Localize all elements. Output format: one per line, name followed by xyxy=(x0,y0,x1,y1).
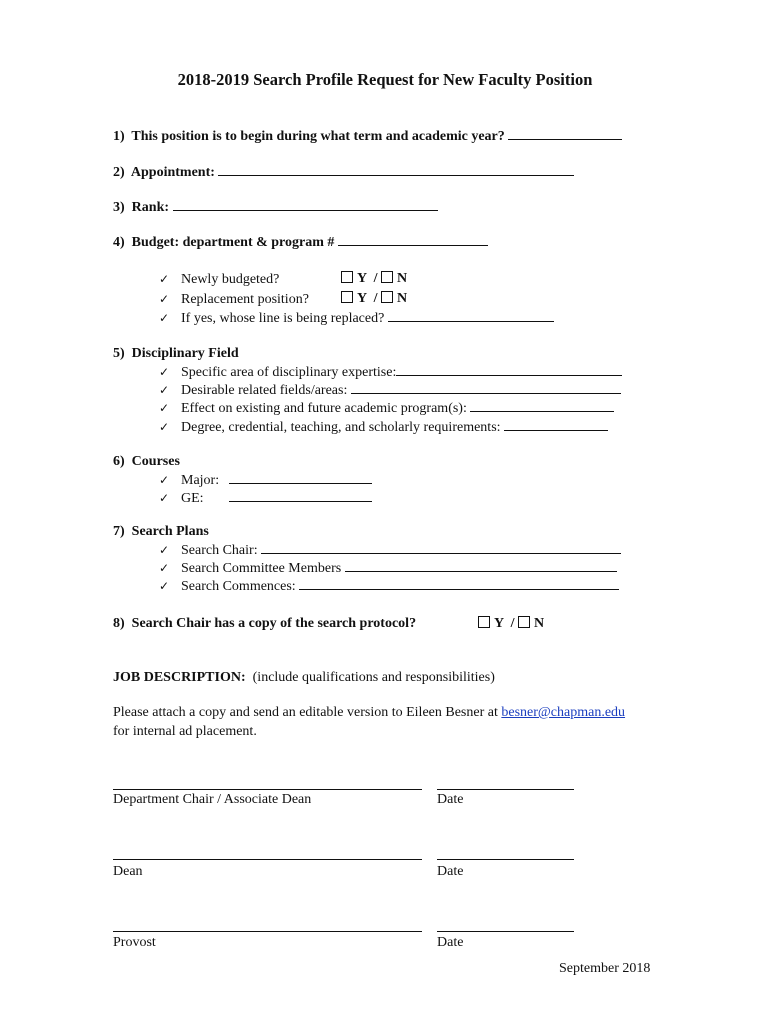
yes-label: Y xyxy=(357,291,367,306)
line-replaced-label: If yes, whose line is being replaced? xyxy=(181,311,385,326)
question-number: 6) xyxy=(113,454,125,469)
date-line[interactable] xyxy=(437,789,574,790)
signature-line[interactable] xyxy=(113,859,422,860)
question-6-label: Courses xyxy=(131,454,180,469)
question-number: 3) xyxy=(113,200,125,215)
requirements-field[interactable] xyxy=(504,418,608,431)
checkmark-icon: ✓ xyxy=(159,579,170,593)
signature-label: Dean xyxy=(113,864,143,879)
email-link[interactable]: besner@chapman.edu xyxy=(501,705,626,720)
question-2-label: Appointment: xyxy=(130,165,215,180)
job-description xyxy=(113,669,495,687)
attach-instructions xyxy=(113,704,625,722)
committee-members-field[interactable] xyxy=(345,559,617,572)
replacement-position-label: Replacement position? xyxy=(181,292,309,307)
major-label: Major: xyxy=(181,473,220,488)
question-7-label: Search Plans xyxy=(131,524,209,539)
job-description-note: (include qualifications and responsibilities) xyxy=(252,670,495,685)
separator: / xyxy=(373,271,378,286)
checkbox-icon[interactable] xyxy=(381,271,393,283)
search-commences-label: Search Commences: xyxy=(181,579,296,594)
list-item xyxy=(159,363,622,382)
checkmark-icon: ✓ xyxy=(159,311,170,325)
budget-program-field[interactable] xyxy=(338,233,488,246)
search-commences-field[interactable] xyxy=(299,577,619,590)
checkmark-icon: ✓ xyxy=(159,420,170,434)
checkbox-icon[interactable] xyxy=(341,271,353,283)
list-item xyxy=(159,541,621,560)
page-title: 2018-2019 Search Profile Request for New Faculty Position xyxy=(177,70,593,89)
no-label: N xyxy=(396,271,408,286)
question-1-label: This position is to begin during what term and academic year? xyxy=(131,129,505,144)
yes-label: Y xyxy=(357,271,367,286)
date-line[interactable] xyxy=(437,859,574,860)
list-item xyxy=(159,270,279,289)
separator: / xyxy=(373,291,378,306)
date-label: Date xyxy=(437,792,464,807)
date-label: Date xyxy=(437,935,464,950)
question-number: 2) xyxy=(113,165,125,180)
term-year-field[interactable] xyxy=(508,127,622,140)
signature-label: Department Chair / Associate Dean xyxy=(113,792,312,807)
question-number: 8) xyxy=(113,616,125,631)
date-label: Date xyxy=(437,864,464,879)
question-7 xyxy=(113,523,209,541)
checkmark-icon: ✓ xyxy=(159,365,170,379)
question-8 xyxy=(113,615,416,633)
attach-text: Please attach a copy and send an editable version to Eileen Besner at xyxy=(113,705,498,720)
committee-members-label: Search Committee Members xyxy=(181,561,342,576)
question-3 xyxy=(113,198,438,217)
list-item xyxy=(159,471,372,490)
newly-budgeted-label: Newly budgeted? xyxy=(181,272,280,287)
appointment-field[interactable] xyxy=(218,163,574,176)
checkbox-icon[interactable] xyxy=(341,291,353,303)
signature-line[interactable] xyxy=(113,931,422,932)
rank-field[interactable] xyxy=(173,198,438,211)
question-3-label: Rank: xyxy=(131,200,170,215)
search-chair-field[interactable] xyxy=(261,541,621,554)
job-description-heading: JOB DESCRIPTION: xyxy=(113,670,246,685)
ge-field[interactable] xyxy=(229,489,372,502)
attach-text-continued: for internal ad placement. xyxy=(113,724,257,739)
list-item xyxy=(159,381,621,400)
related-fields-label: Desirable related fields/areas: xyxy=(181,383,348,398)
expertise-label: Specific area of disciplinary expertise: xyxy=(181,365,397,380)
question-number: 1) xyxy=(113,129,125,144)
footer-date: September 2018 xyxy=(559,961,651,976)
date-line[interactable] xyxy=(437,931,574,932)
checkmark-icon: ✓ xyxy=(159,543,170,557)
checkbox-icon[interactable] xyxy=(381,291,393,303)
list-item xyxy=(159,309,554,328)
question-number: 7) xyxy=(113,524,125,539)
related-fields-field[interactable] xyxy=(351,381,621,394)
list-item xyxy=(159,399,614,418)
question-8-label: Search Chair has a copy of the search protocol? xyxy=(131,616,417,631)
line-replaced-field[interactable] xyxy=(388,309,554,322)
checkmark-icon: ✓ xyxy=(159,491,170,505)
no-label: N xyxy=(533,616,545,631)
checkbox-icon[interactable] xyxy=(518,616,530,628)
checkbox-icon[interactable] xyxy=(478,616,490,628)
question-2 xyxy=(113,163,574,182)
replacement-position-choice xyxy=(341,290,407,308)
yes-label: Y xyxy=(494,616,504,631)
list-item xyxy=(159,418,608,437)
checkmark-icon: ✓ xyxy=(159,272,170,286)
question-6 xyxy=(113,453,180,471)
list-item xyxy=(159,577,619,596)
question-1 xyxy=(113,127,622,146)
checkmark-icon: ✓ xyxy=(159,383,170,397)
checkmark-icon: ✓ xyxy=(159,561,170,575)
question-number: 4) xyxy=(113,235,125,250)
requirements-label: Degree, credential, teaching, and scholarly requirements: xyxy=(181,420,501,435)
signature-label: Provost xyxy=(113,935,156,950)
checkmark-icon: ✓ xyxy=(159,401,170,415)
separator: / xyxy=(510,616,515,631)
list-item xyxy=(159,559,617,578)
newly-budgeted-choice xyxy=(341,270,407,288)
program-effect-label: Effect on existing and future academic program(s): xyxy=(181,401,467,416)
checkmark-icon: ✓ xyxy=(159,473,170,487)
question-5 xyxy=(113,345,239,363)
question-5-label: Disciplinary Field xyxy=(131,346,239,361)
list-item xyxy=(159,489,372,508)
search-chair-label: Search Chair: xyxy=(181,543,258,558)
list-item xyxy=(159,290,309,309)
program-effect-field[interactable] xyxy=(470,399,614,412)
no-label: N xyxy=(396,291,408,306)
protocol-choice xyxy=(478,615,544,633)
question-number: 5) xyxy=(113,346,125,361)
checkmark-icon: ✓ xyxy=(159,292,170,306)
ge-label: GE: xyxy=(181,491,204,506)
expertise-field[interactable] xyxy=(396,363,622,376)
question-4-label: Budget: department & program # xyxy=(131,235,335,250)
question-4 xyxy=(113,233,488,252)
major-field[interactable] xyxy=(229,471,372,484)
signature-line[interactable] xyxy=(113,789,422,790)
